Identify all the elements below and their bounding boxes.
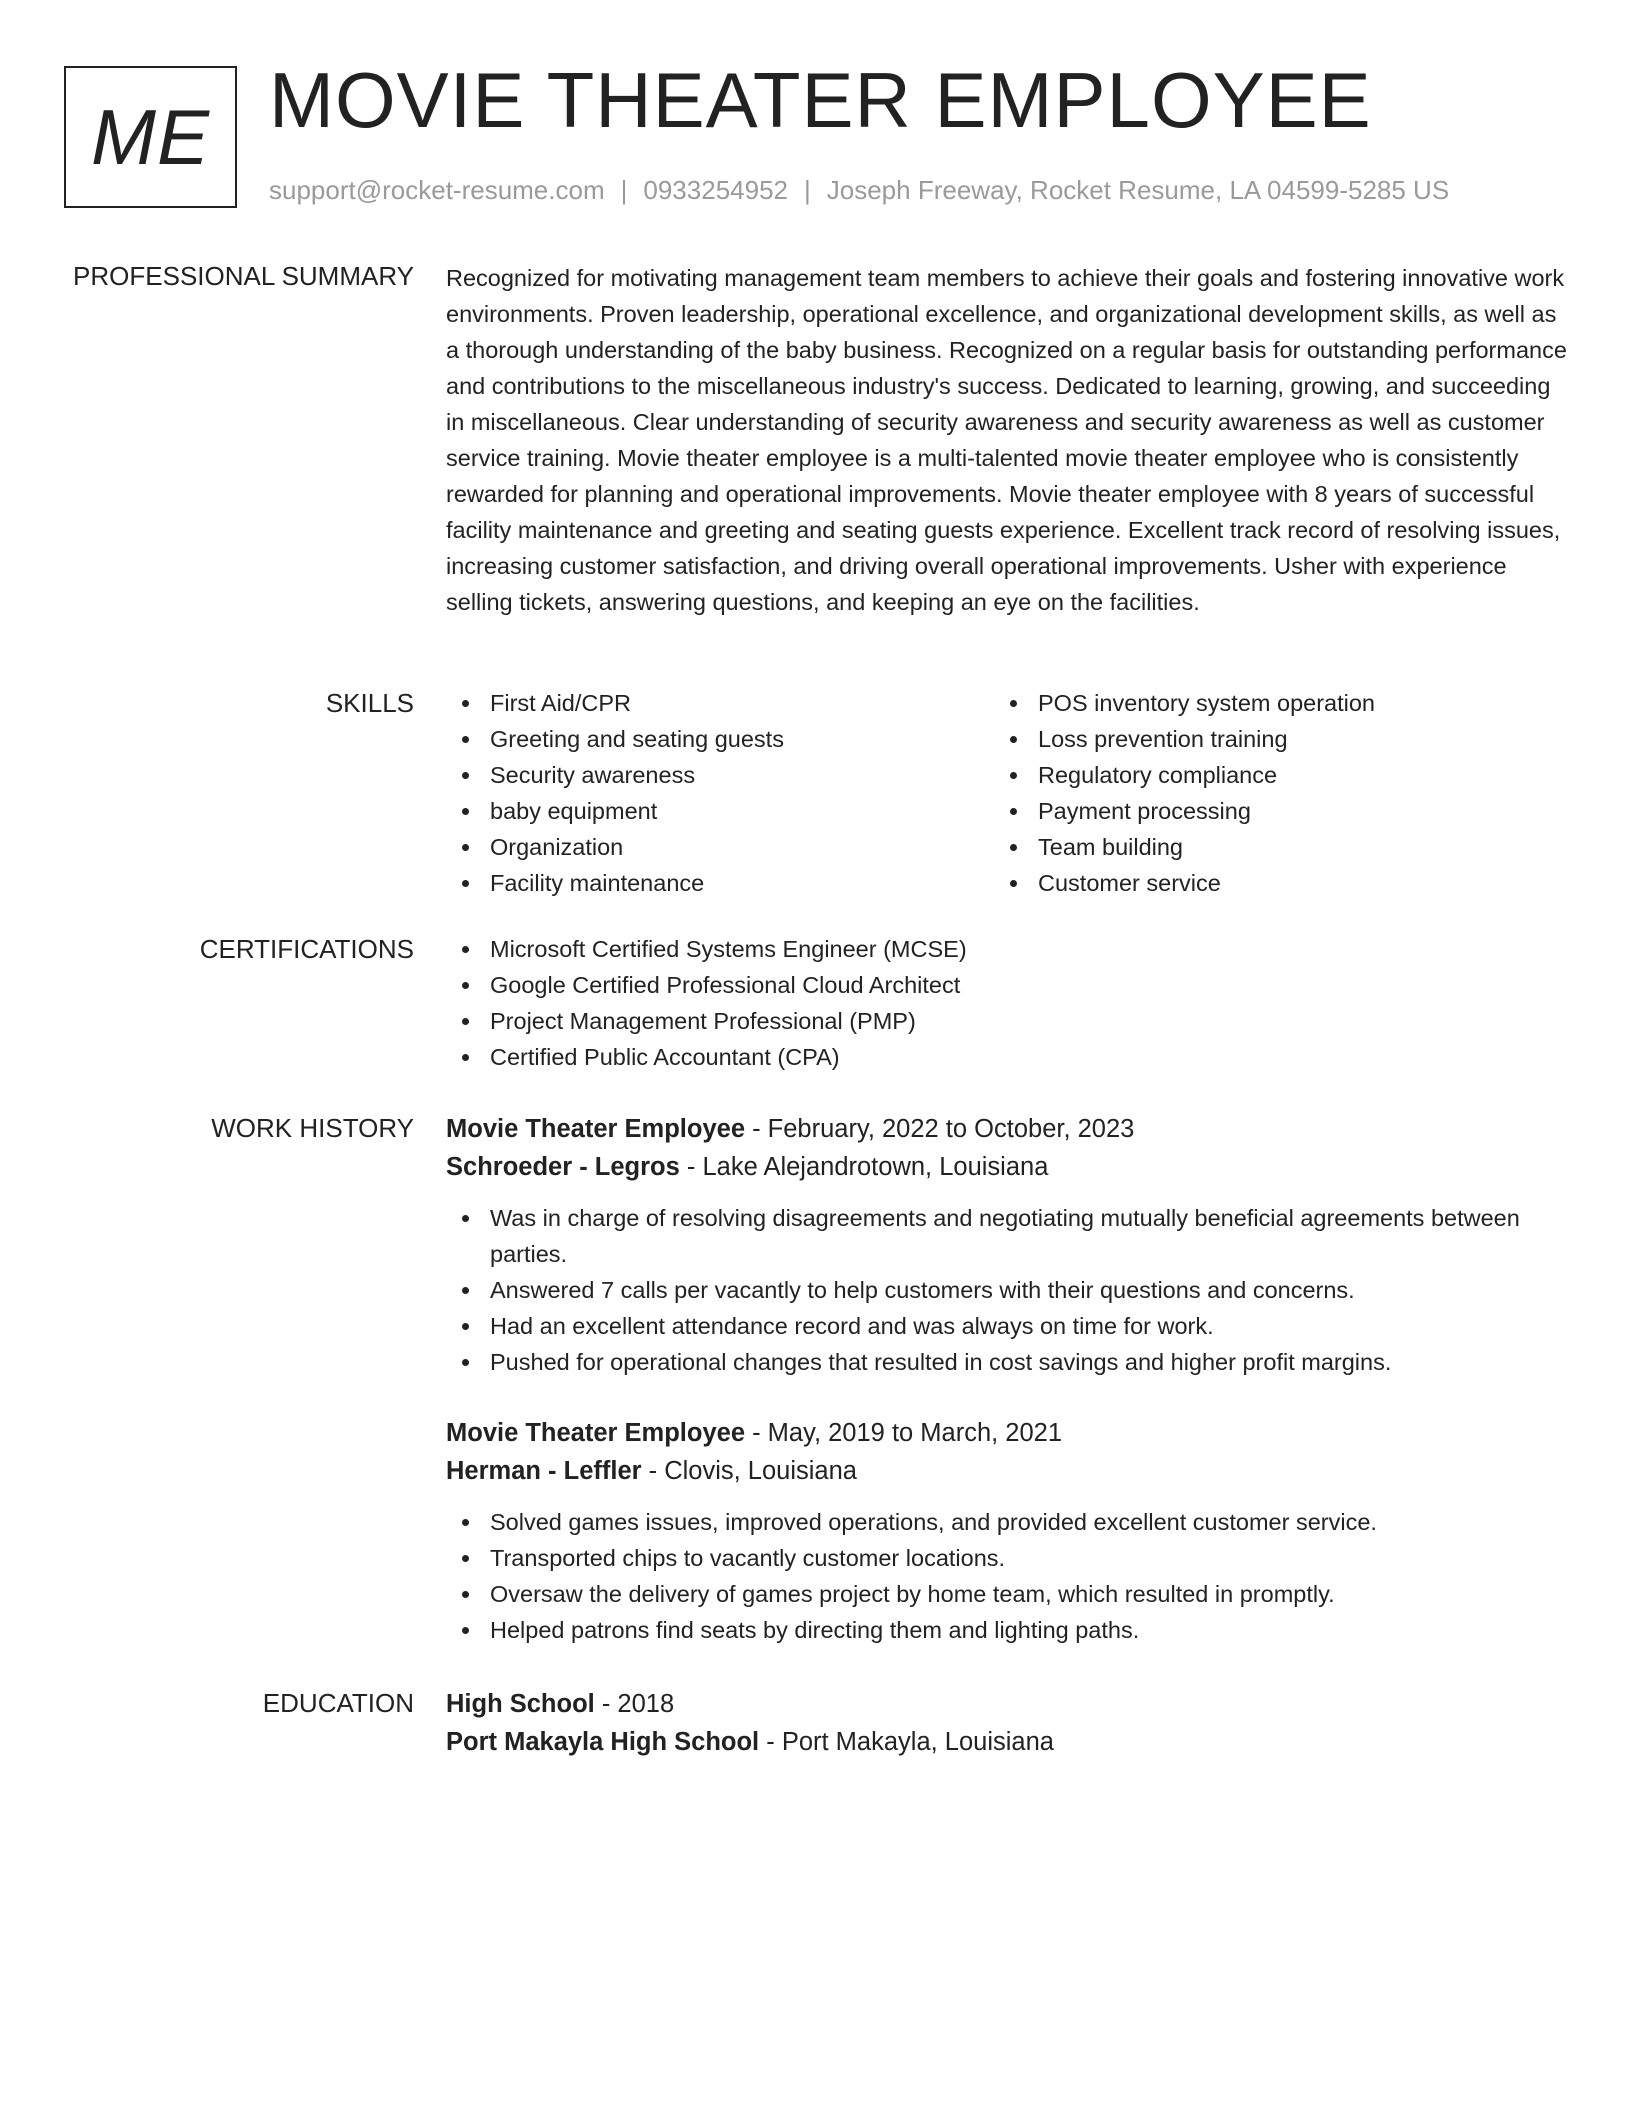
job-duties-list	[446, 1200, 1571, 1380]
job-company-line	[446, 1452, 1571, 1490]
skills-column-right	[994, 685, 1542, 901]
job-location: - Clovis, Louisiana	[641, 1457, 857, 1485]
job-duties-list	[446, 1504, 1571, 1648]
separator: |	[620, 175, 628, 205]
job-duty-item: Pushed for operational changes that resulted in cost savings and higher profit margins.	[446, 1344, 1571, 1380]
education-degree-line	[446, 1685, 1571, 1723]
address-text: Joseph Freeway, Rocket Resume, LA 04599-5285 US	[826, 175, 1450, 205]
certification-item: Microsoft Certified Systems Engineer (MCSE)	[446, 931, 1571, 967]
certification-item: Certified Public Accountant (CPA)	[446, 1039, 1571, 1075]
page-title: MOVIE THEATER EMPLOYEE	[269, 56, 1372, 144]
skill-item: First Aid/CPR	[446, 685, 994, 721]
skill-item: Payment processing	[994, 793, 1542, 829]
education-degree: High School	[446, 1690, 595, 1718]
job-entry	[446, 1110, 1571, 1380]
job-duty-item: Transported chips to vacantly customer locations.	[446, 1540, 1571, 1576]
skill-item: Security awareness	[446, 757, 994, 793]
skills-list	[446, 685, 1571, 901]
section-label-work-history: WORK HISTORY	[211, 1113, 414, 1143]
section-label-education: EDUCATION	[262, 1688, 414, 1718]
skill-item: Organization	[446, 829, 994, 865]
education-year: - 2018	[594, 1690, 675, 1718]
job-duty-item: Helped patrons find seats by directing them and lighting paths.	[446, 1612, 1571, 1648]
certifications-list	[446, 931, 1571, 1075]
section-label-skills: SKILLS	[325, 688, 414, 718]
job-company: Schroeder - Legros	[446, 1153, 680, 1181]
education-school: Port Makayla High School	[446, 1728, 760, 1756]
job-location: - Lake Alejandrotown, Louisiana	[679, 1153, 1049, 1181]
skills-column-left	[446, 685, 994, 901]
education-school-line	[446, 1723, 1571, 1761]
job-title: Movie Theater Employee	[446, 1419, 746, 1447]
contact-line	[269, 174, 1449, 208]
job-duty-item: Answered 7 calls per vacantly to help customers with their questions and concerns.	[446, 1272, 1571, 1308]
certification-item: Project Management Professional (PMP)	[446, 1003, 1571, 1039]
job-duty-item: Had an excellent attendance record and was always on time for work.	[446, 1308, 1571, 1344]
certification-item: Google Certified Professional Cloud Architect	[446, 967, 1571, 1003]
job-duty-item: Was in charge of resolving disagreements and negotiating mutually beneficial agreements between parties.	[446, 1200, 1571, 1272]
skill-item: baby equipment	[446, 793, 994, 829]
monogram-logo: ME	[64, 66, 237, 208]
job-dates: - February, 2022 to October, 2023	[745, 1115, 1135, 1143]
skill-item: Facility maintenance	[446, 865, 994, 901]
job-duty-item: Solved games issues, improved operations, and provided excellent customer service.	[446, 1504, 1571, 1540]
skill-item: Regulatory compliance	[994, 757, 1542, 793]
section-label-summary: PROFESSIONAL SUMMARY	[73, 261, 414, 291]
job-title-line	[446, 1414, 1571, 1452]
job-company-line	[446, 1148, 1571, 1186]
job-dates: - May, 2019 to March, 2021	[745, 1419, 1063, 1447]
section-label-certifications: CERTIFICATIONS	[199, 934, 414, 964]
email-text: support@rocket-resume.com	[269, 175, 605, 205]
skill-item: Team building	[994, 829, 1542, 865]
phone-text: 0933254952	[643, 175, 788, 205]
skill-item: Loss prevention training	[994, 721, 1542, 757]
skill-item: POS inventory system operation	[994, 685, 1542, 721]
job-duty-item: Oversaw the delivery of games project by home team, which resulted in promptly.	[446, 1576, 1571, 1612]
skill-item: Greeting and seating guests	[446, 721, 994, 757]
summary-text: Recognized for motivating management team members to achieve their goals and fostering innovative work environments. Proven leadership, operational excellence, and organizational development skills, as well as a thorough understanding of the baby business. Recognized on a regular basis for outstanding performance and contributions to the miscellaneous industry's success. Dedicated to learning, growing, and succeeding in miscellaneous. Clear understanding of security awareness and security awareness as well as customer service training. Movie theater employee is a multi-talented movie theater employee who is consistently rewarded for planning and operational improvements. Movie theater employee with 8 years of successful facility maintenance and greeting and seating guests experience. Excellent track record of resolving issues, increasing customer satisfaction, and driving overall operational improvements. Usher with experience selling tickets, answering questions, and keeping an eye on the facilities.	[446, 265, 1567, 615]
skill-item: Customer service	[994, 865, 1542, 901]
job-company: Herman - Leffler	[446, 1457, 642, 1485]
education-location: - Port Makayla, Louisiana	[759, 1728, 1054, 1756]
education-entry	[446, 1685, 1571, 1761]
job-entry	[446, 1414, 1571, 1648]
separator: |	[804, 175, 811, 205]
job-title-line	[446, 1110, 1571, 1148]
job-title: Movie Theater Employee	[446, 1115, 746, 1143]
